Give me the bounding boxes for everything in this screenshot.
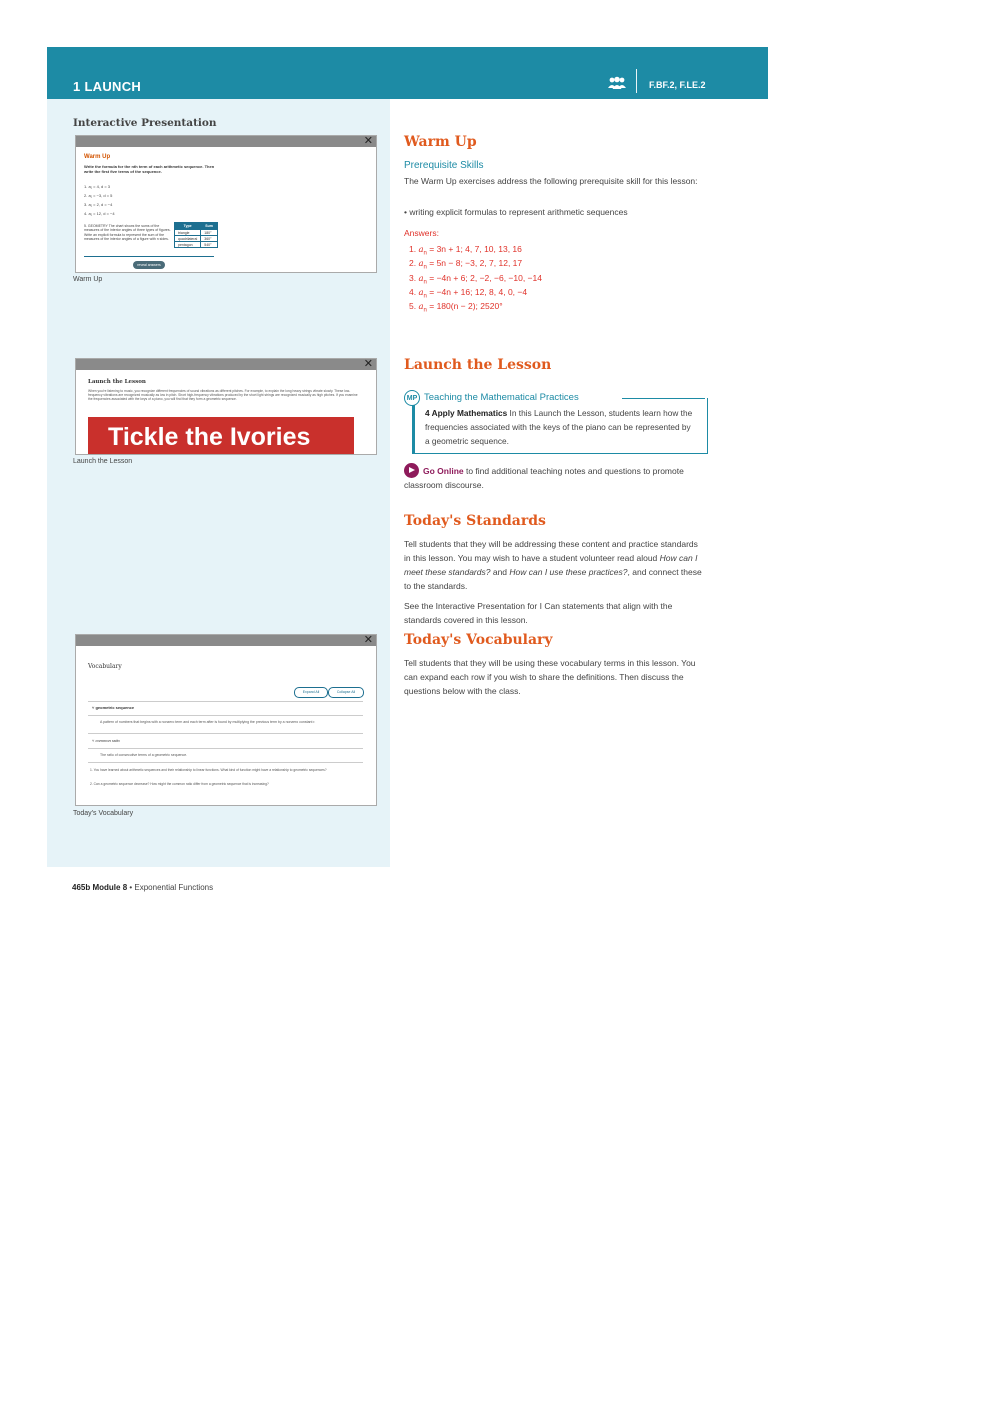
collapse-all-button[interactable]: Collapse All [328,687,364,698]
close-icon[interactable]: ✕ [363,135,373,147]
interactive-presentation-label: Interactive Presentation [73,117,217,129]
discussion-question: 1. You have learned about arithmetic sequences and their relationship to linear functions. What kind of function might have a relationship to geometric sequences? [90,768,327,772]
thumbnail-caption: Warm Up [73,276,103,283]
discussion-question: 2. Can a geometric sequence decrease? How might the common ratio differ from a geometric sequence that is increasing? [90,782,269,786]
vocab-definition: The ratio of consecutive terms of a geometric sequence. [100,753,188,757]
thumb-problem: 2. a₁ = −3, d = 5 [84,193,113,198]
vocab-term[interactable]: ˅ geometric sequence [92,705,135,710]
answer-item: 4. $a_n = -4n + 16$; 12, 8, 4, 0, −4 [409,287,528,300]
divider [88,715,363,716]
todays-vocabulary-heading: Today's Vocabulary [404,632,553,648]
reveal-answers-button[interactable]: reveal answers [133,261,165,269]
prerequisite-skills-heading: Prerequisite Skills [404,160,484,171]
answer-item: 5. $a_n = 180(n - 2)$; 2520° [409,301,503,314]
vocab-term[interactable]: ˅ common ratio [92,738,120,743]
standards-paragraph: Tell students that they will be addressing these content and practice standards in this lesson. You may wish to have a student volunteer read aloud How can I meet these standards? and How can I use these practices?, and connect these to the standards. [404,539,702,591]
interactive-presentation-column [47,99,390,867]
thumb-problem: 1. a₁ = 4, d = 3 [84,184,111,189]
launch-lesson-thumbnail[interactable] [75,358,377,455]
standards-paragraph: See the Interactive Presentation for I Can statements that align with the standards covered in this lesson. [404,601,673,625]
mp-title: Teaching the Mathematical Practices [424,392,579,403]
vocabulary-paragraph: Tell students that they will be using these vocabulary terms in this lesson. You can expand each row if you wish to share the definitions. Then discuss the questions below with the class. [404,658,696,696]
table-cell: quadrilateral [175,236,201,242]
table-cell: pentagon [175,242,201,248]
table-header: Type [175,223,201,230]
thumb-title: Vocabulary [88,663,122,670]
warm-up-heading: Warm Up [404,134,477,150]
page-footer: 465b Module 8 • Exponential Functions [72,883,214,892]
thumbnail-titlebar [76,635,376,646]
banner-divider [636,69,637,93]
module-label: Module 8 [92,883,128,892]
divider [88,701,363,702]
go-online-link[interactable]: Go Online [423,466,464,476]
answer-item: 1. $a_n = 3n + 1$; 4, 7, 10, 13, 16 [409,244,522,257]
todays-standards-heading: Today's Standards [404,513,546,529]
answer-item: 3. $a_n = -4n + 6$; 2, −2, −6, −10, −14 [409,273,542,286]
divider [84,256,214,257]
vocabulary-thumbnail[interactable] [75,634,377,806]
warm-up-intro: The Warm Up exercises address the following prerequisite skill for this lesson: [404,176,698,186]
thumb-title: Warm Up [84,154,111,160]
people-icon [607,76,627,90]
thumbnail-caption: Launch the Lesson [73,458,133,465]
answers-label: Answers: [404,228,439,238]
page-number: 465b [72,883,91,892]
thumbnail-caption: Today's Vocabulary [73,810,134,817]
thumbnail-titlebar [76,136,376,147]
vocab-definition: A pattern of numbers that begins with a nonzero term and each term after is found by multiplying the previous term by a nonzero constant r. [100,720,316,724]
thumb-title: Launch the Lesson [88,379,146,385]
mp-icon: MP [404,390,420,406]
thumb-banner-image: Tickle the Ivories [88,417,354,455]
section-banner [47,47,768,99]
divider [88,748,363,749]
table-cell: triangle [175,230,201,236]
vocab-term-label: geometric sequence [95,705,135,710]
warm-up-thumbnail[interactable] [75,135,377,273]
thumbnail-titlebar [76,359,376,370]
topic-label: Exponential Functions [134,883,214,892]
box-top-line [622,398,705,399]
go-online-note: Go Online to find additional teaching notes and questions to promote classroom discourse. [404,466,684,490]
thumb-problem: 3. a₁ = 2, d = −4 [84,202,113,207]
table-cell: 540° [201,242,218,248]
thumb-instructions: Write the formula for the nth term of each arithmetic sequence. Then write the first five terms of the sequence. [84,164,215,174]
divider [88,762,363,763]
thumb-table [174,222,218,248]
standards-codes: F.BF.2, F.LE.2 [649,80,706,90]
warm-up-bullet: • writing explicit formulas to represent arithmetic sequences [404,207,628,217]
mp-text: 4 Apply Mathematics In this Launch the Lesson, students learn how the frequencies associated with the keys of the piano can be represented by a geometric sequence. [425,408,693,446]
expand-all-button[interactable]: Expand All [294,687,328,698]
thumb-text: When you're listening to music, you recognize different frequencies of sound vibrations as different pitches. For example, to explain the long heavy strings vibrate slowly. These low-frequency vibrations are recognized musically as low in pitch. Short high-frequency vibrations produced by the short light strings are recognized musically as high pitches. If you examine the frequencies associated with the keys of a piano, you will find that they form a geometric sequence. [88,389,358,401]
close-icon[interactable]: ✕ [363,634,373,646]
close-icon[interactable]: ✕ [363,358,373,370]
thumb-problem-paragraph: 5. GEOMETRY The chart shows the sums of the measures of the interior angles of three types of figures. Write an explicit formula to represent the sum of the measures of the interior angles of a figure with n sides. [84,224,171,242]
vocab-term-label: common ratio [95,738,120,743]
table-cell: 360° [201,236,218,242]
launch-lesson-heading: Launch the Lesson [404,357,552,373]
table-header: Sum [201,223,218,230]
thumb-problem: 4. a₁ = 12, d = −4 [84,211,115,216]
table-cell: 180° [201,230,218,236]
divider [88,733,363,734]
answer-item: 2. $a_n = 5n - 8$; −3, 2, 7, 12, 17 [409,258,523,271]
section-title: 1 LAUNCH [73,79,142,94]
